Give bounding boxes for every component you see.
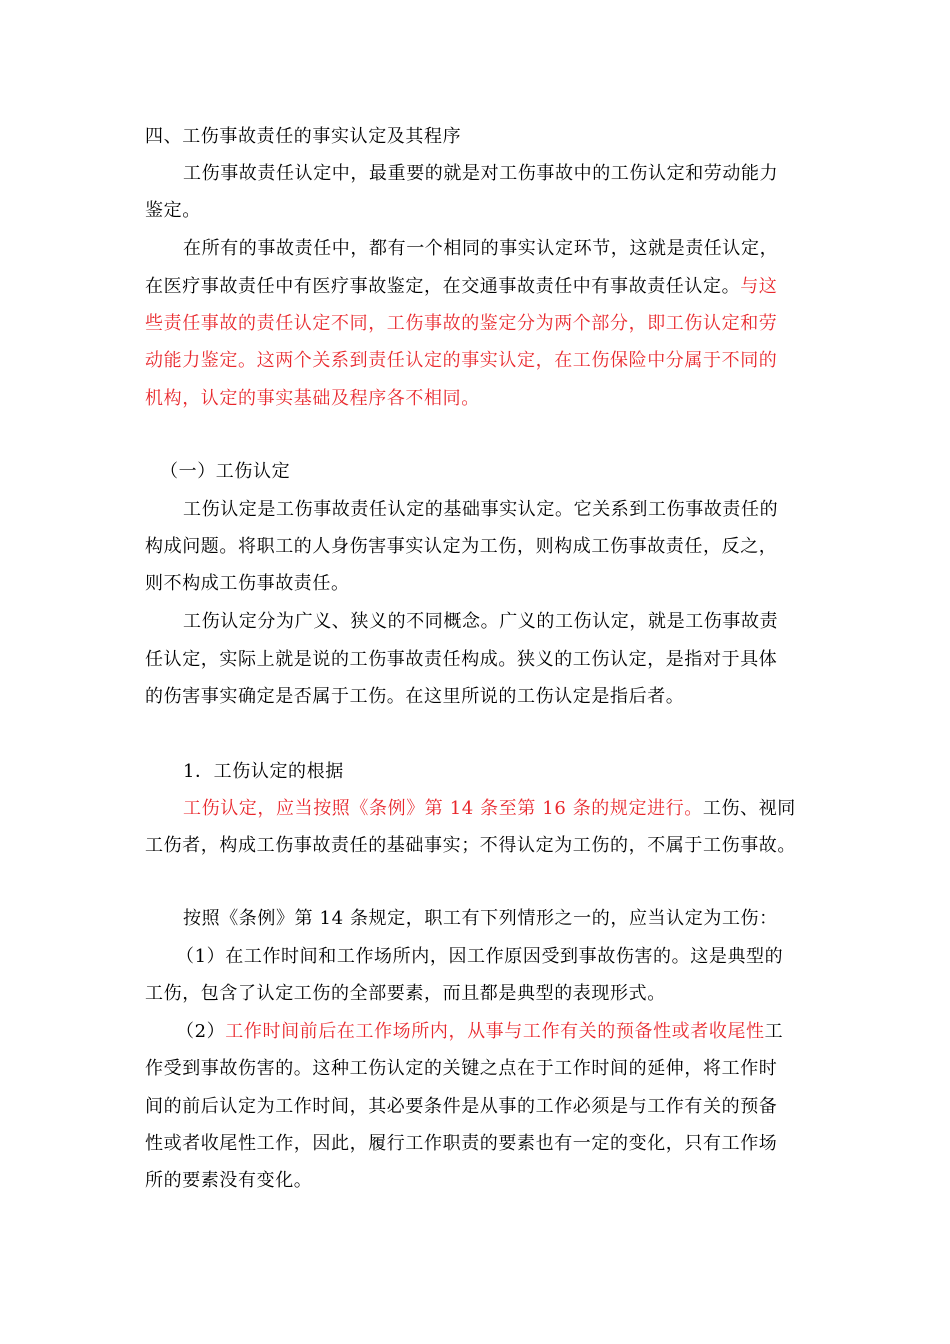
paragraph-3-line-3: 则不构成工伤事故责任。 <box>145 573 350 594</box>
paragraph-5-line-1 <box>183 797 796 821</box>
paragraph-2-line-1: 在所有的事故责任中，都有一个相同的事实认定环节，这就是责任认定， <box>183 238 779 259</box>
paragraph-5-line-2: 工伤者，构成工伤事故责任的基础事实；不得认定为工伤的，不属于工伤事故。 <box>145 835 796 856</box>
paragraph-1-line-2: 鉴定。 <box>145 200 201 221</box>
item-2-line-5: 所的要素没有变化。 <box>145 1170 313 1191</box>
paragraph-1-line-1: 工伤事故责任认定中，最重要的就是对工伤事故中的工伤认定和劳动能力 <box>183 163 779 184</box>
paragraph-2-line-2-highlight: 与这 <box>740 276 778 297</box>
paragraph-2-line-3: 些责任事故的责任认定不同，工伤事故的鉴定分为两个部分，即工伤认定和劳 <box>145 313 778 334</box>
item-2-line-3: 间的前后认定为工作时间，其必要条件是从事的工作必须是与工作有关的预备 <box>145 1096 778 1117</box>
item-2-line-1 <box>176 1020 783 1044</box>
paragraph-4-line-1: 工伤认定分为广义、狭义的不同概念。广义的工伤认定，就是工伤事故责 <box>183 611 779 632</box>
paragraph-2-line-2 <box>145 275 777 299</box>
paragraph-2-line-5: 机构，认定的事实基础及程序各不相同。 <box>145 388 480 409</box>
item-2-line-1-highlight: 工作时间前后在工作场所内，从事与工作有关的预备性或者收尾性 <box>225 1021 765 1042</box>
subsection-heading-1: （一）工伤认定 <box>160 461 291 482</box>
item-2-line-4: 性或者收尾性工作，因此，履行工作职责的要素也有一定的变化，只有工作场 <box>145 1133 778 1154</box>
numbered-heading-1: 1．工伤认定的根据 <box>183 761 344 782</box>
item-2-line-2: 作受到事故伤害的。这种工伤认定的关键之点在于工作时间的延伸，将工作时 <box>145 1058 778 1079</box>
paragraph-6-line-1: 按照《条例》第 14 条规定，职工有下列情形之一的，应当认定为工伤： <box>183 908 778 929</box>
item-1-line-2: 工伤，包含了认定工伤的全部要素，而且都是典型的表现形式。 <box>145 983 666 1004</box>
item-2-line-1-number: （2） <box>176 1021 226 1042</box>
section-heading-4: 四、工伤事故责任的事实认定及其程序 <box>145 126 462 147</box>
paragraph-3-line-1: 工伤认定是工伤事故责任认定的基础事实认定。它关系到工伤事故责任的 <box>183 499 779 520</box>
paragraph-2-line-2-text: 在医疗事故责任中有医疗事故鉴定，在交通事故责任中有事故责任认定。 <box>145 276 741 297</box>
item-2-line-1-tail: 工 <box>764 1021 784 1042</box>
paragraph-4-line-2: 任认定，实际上就是说的工伤事故责任构成。狭义的工伤认定，是指对于具体 <box>145 649 778 670</box>
paragraph-3-line-2: 构成问题。将职工的人身伤害事实认定为工伤，则构成工伤事故责任，反之， <box>145 536 778 557</box>
paragraph-4-line-3: 的伤害事实确定是否属于工伤。在这里所说的工伤认定是指后者。 <box>145 686 685 707</box>
item-1-line-1: （1）在工作时间和工作场所内，因工作原因受到事故伤害的。这是典型的 <box>176 946 784 967</box>
paragraph-5-line-1-highlight: 工伤认定，应当按照《条例》第 14 条至第 16 条的规定进行。 <box>183 798 703 819</box>
paragraph-2-line-4: 动能力鉴定。这两个关系到责任认定的事实认定，在工伤保险中分属于不同的 <box>145 350 778 371</box>
paragraph-5-line-1-text: 工伤、视同 <box>702 798 796 819</box>
